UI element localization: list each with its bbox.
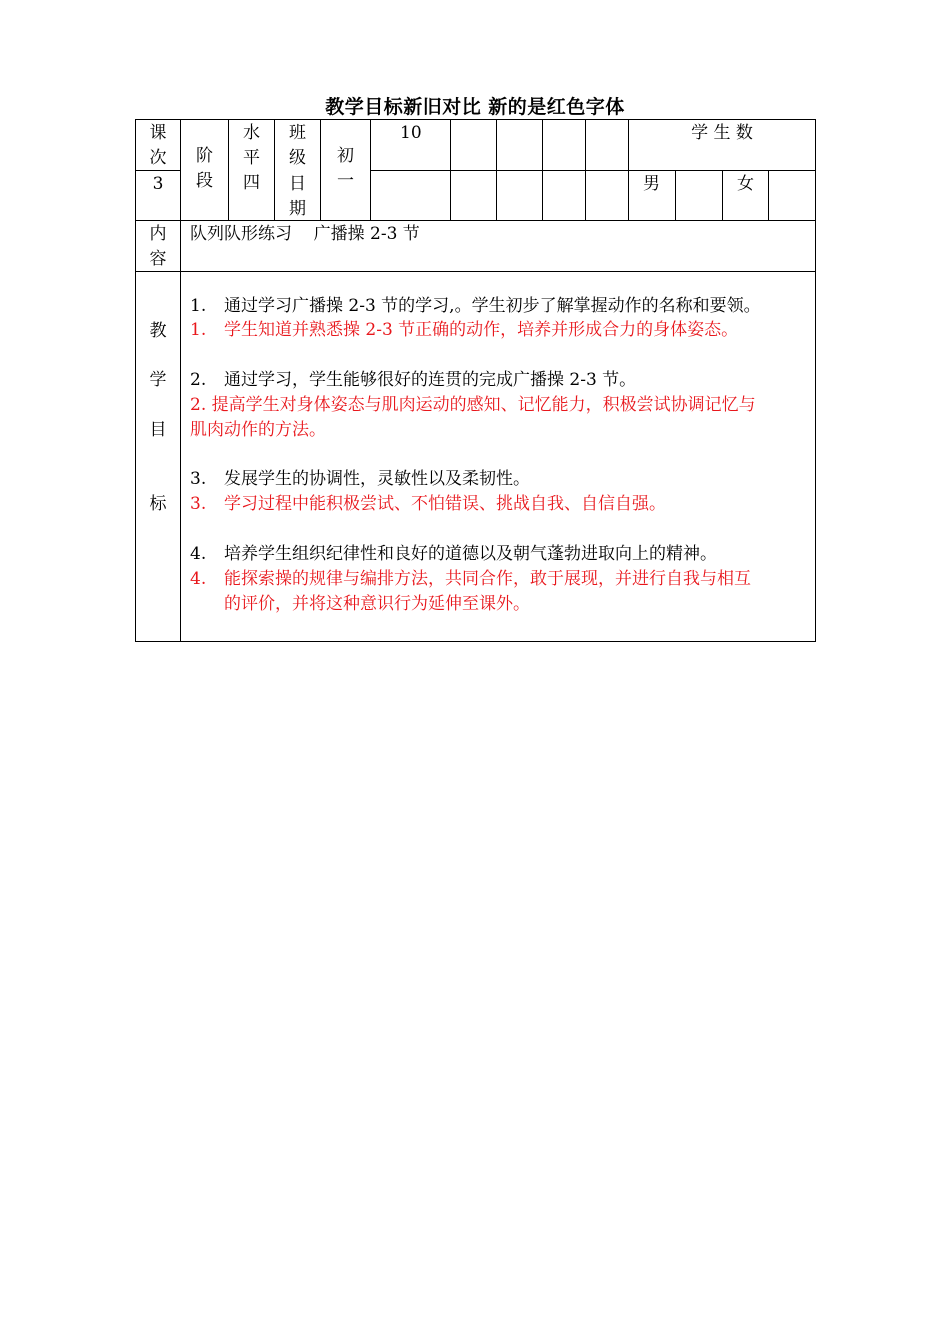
male-label: 男 — [643, 174, 660, 194]
content-value: 队列队形练习 广播操 2-3 节 — [190, 224, 420, 244]
objective-2-new-line1: 2. 提高学生对身体姿态与肌肉运动的感知、记忆能力，积极尝试协调记忆与 — [190, 395, 756, 415]
objective-3-new: 3. 学习过程中能积极尝试、不怕错误、挑战自我、自信自强。 — [190, 494, 666, 514]
female-label: 女 — [737, 174, 754, 194]
objective-1-old: 1. 通过学习广播操 2-3 节的学习,。学生初步了解掌握动作的名称和要领。 — [190, 296, 761, 316]
class-value: 10 — [400, 123, 422, 143]
student-count-label: 学 生 数 — [691, 123, 753, 143]
objectives-label-4: 标 — [149, 494, 167, 514]
objective-4-new-cont: 的评价，并将这种意识行为延伸至课外。 — [224, 594, 530, 614]
document-title: 教学目标新旧对比 新的是红色字体 — [325, 96, 625, 118]
objectives-label-3: 目 — [149, 420, 167, 440]
lesson-label: 课 次 — [149, 123, 167, 168]
objective-3-old: 3. 发展学生的协调性，灵敏性以及柔韧性。 — [190, 469, 530, 489]
objectives-label-1: 教 — [149, 321, 167, 341]
grade-value: 初 一 — [337, 146, 354, 191]
objective-2-old: 2. 通过学习，学生能够很好的连贯的完成广播操 2-3 节。 — [190, 370, 637, 390]
content-label: 内 容 — [149, 224, 167, 269]
date-label: 日 期 — [289, 174, 306, 219]
objective-2-new-line2: 肌肉动作的方法。 — [190, 420, 326, 440]
objective-4-new: 4. 能探索操的规律与编排方法，共同合作，敢于展现，并进行自我与相互 — [190, 569, 751, 589]
class-label: 班 级 — [289, 123, 306, 168]
objective-4-old: 4. 培养学生组织纪律性和良好的道德以及朝气蓬勃进取向上的精神。 — [190, 544, 717, 564]
stage-label: 阶 段 — [196, 146, 213, 191]
objectives-label-2: 学 — [149, 370, 167, 390]
lesson-value: 3 — [152, 174, 164, 194]
level-label: 水 平 四 — [243, 123, 260, 193]
objective-1-new: 1. 学生知道并熟悉操 2-3 节正确的动作，培养并形成合力的身体姿态。 — [190, 320, 739, 340]
